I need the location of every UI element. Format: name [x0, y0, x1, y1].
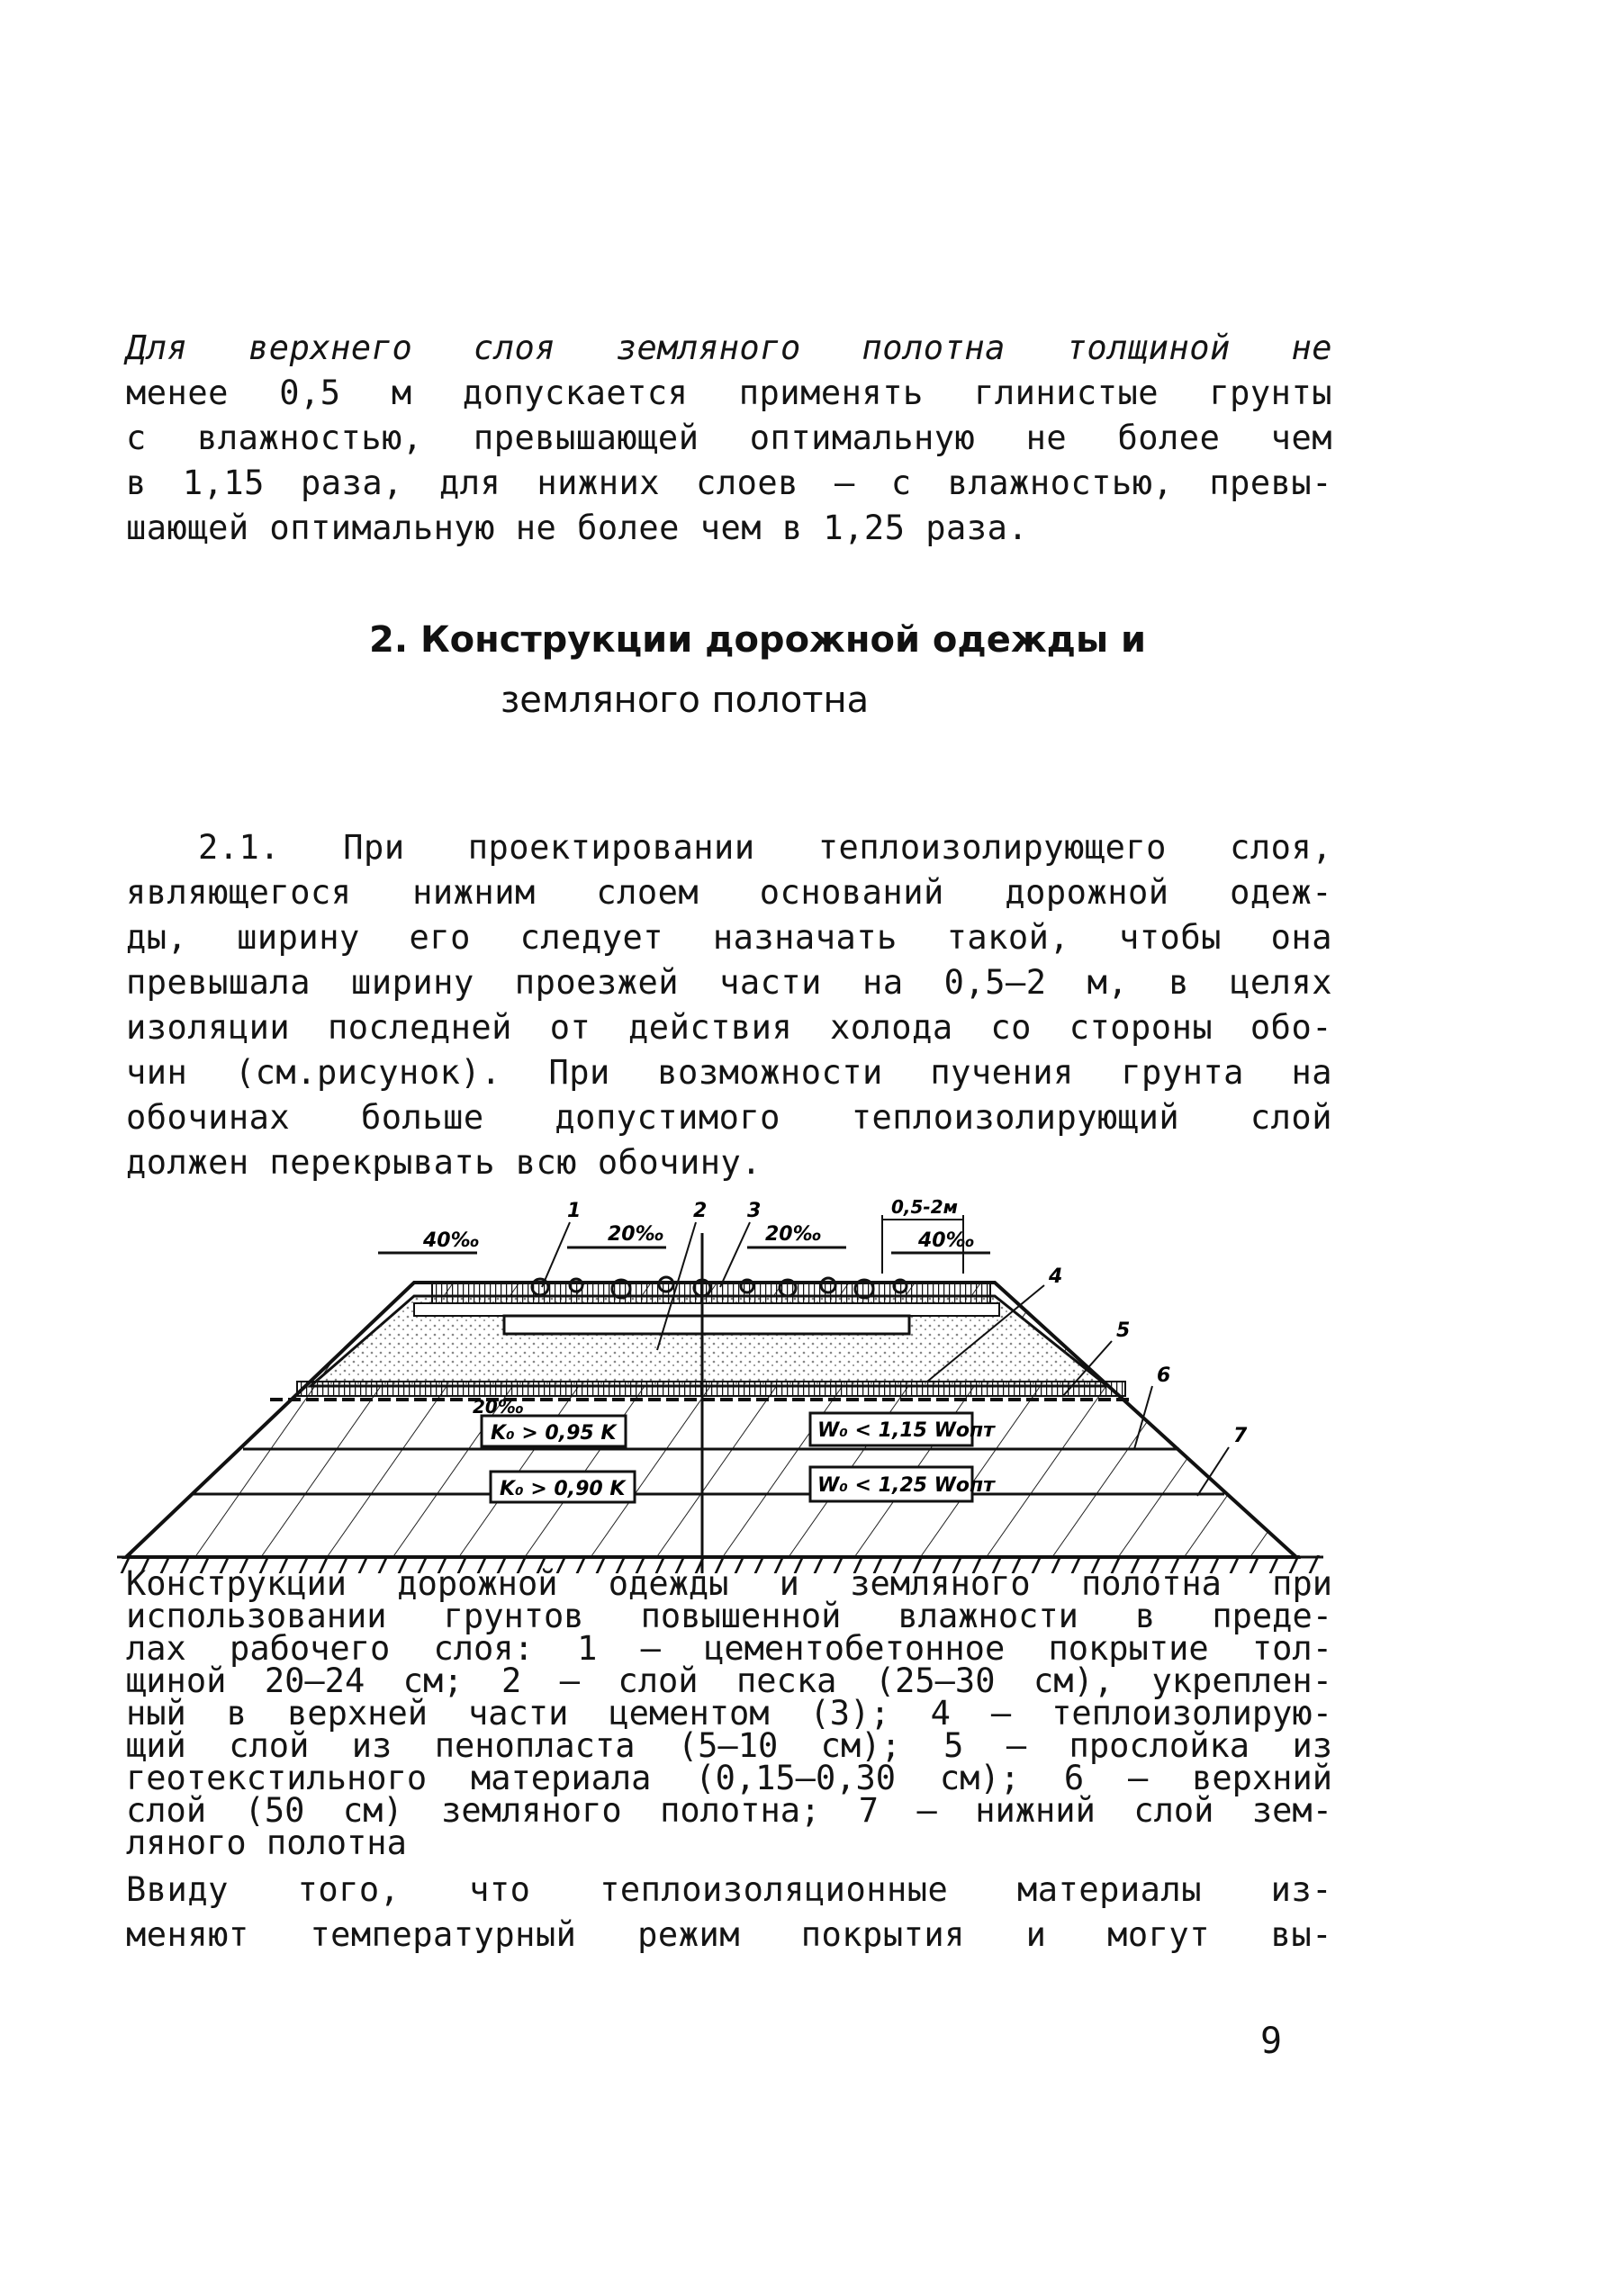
section-heading-line-1: 2. Конструкции дорожной одежды и [369, 619, 1147, 661]
caption-line-1: Конструкции дорожной одежды и земляного полотна при [126, 1564, 1332, 1603]
intro-line-2: менее 0,5 м допускается применять глинистые грунты [126, 374, 1332, 412]
closing-line-2: меняют температурный режим покрытия и могут вы- [126, 1915, 1332, 1954]
width-label: 0,5-2м [891, 1197, 958, 1218]
insulation-layer [297, 1382, 1125, 1396]
road-cross-section-figure [117, 1197, 1323, 1575]
p21-line-6: чин (см.рисунок). При возможности пучения грунта на [126, 1053, 1332, 1092]
closing-line-1: Ввиду того, что теплоизоляционные материалы из- [126, 1870, 1332, 1909]
p21-line-1: 2.1. При проектировании теплоизолирующего слоя, [198, 828, 1332, 867]
paragraph-2-1 [126, 825, 1332, 1185]
intro-paragraph [126, 326, 1332, 551]
p21-line-7: обочинах больше допустимого теплоизолирующий слой [126, 1098, 1332, 1137]
caption-line-2: использовании грунтов повышенной влажности в преде- [126, 1597, 1332, 1635]
box-w-lower: W₀ < 1,25 Wопт [817, 1474, 995, 1497]
intro-line-4: в 1,15 раза, для нижних слоев – с влажностью, превы- [126, 464, 1332, 502]
caption-line-3: лах рабочего слоя: 1 – цементобетонное покрытие тол- [126, 1629, 1332, 1668]
intro-line-3: с влажностью, превышающей оптимальную не более чем [126, 419, 1332, 457]
slope-label-left-inner: 20‰ [608, 1223, 664, 1246]
p21-line-3: ды, ширину его следует назначать такой, чтобы она [126, 918, 1332, 957]
figure-caption [126, 1564, 1332, 1862]
box-k-upper: K₀ > 0,95 K [491, 1422, 617, 1445]
caption-line-8: слой (50 см) земляного полотна; 7 – нижний слой зем- [126, 1791, 1332, 1830]
caption-line-9: ляного полотна [126, 1823, 407, 1862]
closing-paragraph [126, 1868, 1332, 1958]
callout-3: 3 [747, 1200, 762, 1222]
p21-line-8: должен перекрывать всю обочину. [126, 1143, 762, 1182]
intro-line-5: шающей оптимальную не более чем в 1,25 раза. [126, 509, 1029, 547]
caption-line-4: щиной 20–24 см; 2 – слой песка (25–30 см), укреплен- [126, 1661, 1332, 1700]
slope-label-small: 20‰ [473, 1396, 524, 1418]
section-heading-line-2: земляного полотна [501, 680, 870, 721]
callout-6: 6 [1157, 1364, 1171, 1387]
p21-line-5: изоляции последней от действия холода со стороны обо- [126, 1008, 1332, 1047]
callout-4: 4 [1049, 1265, 1063, 1288]
callout-7: 7 [1233, 1425, 1248, 1447]
box-w-upper: W₀ < 1,15 Wопт [817, 1419, 995, 1442]
intro-line-1: Для верхнего слоя земляного полотна толщиной не [126, 329, 1332, 367]
slope-label-right-outer: 40‰ [918, 1229, 975, 1252]
callout-1: 1 [567, 1200, 582, 1222]
box-k-lower: K₀ > 0,90 K [500, 1478, 626, 1500]
caption-line-6: щий слой из пенопласта (5–10 см); 5 – прослойка из [126, 1726, 1332, 1765]
slope-label-left-outer: 40‰ [423, 1229, 480, 1252]
page-number: 9 [1260, 2021, 1283, 2062]
callout-5: 5 [1116, 1319, 1131, 1342]
p21-line-2: являющегося нижним слоем оснований дорожной одеж- [126, 873, 1332, 912]
slope-label-right-inner: 20‰ [765, 1223, 822, 1246]
p21-line-4: превышала ширину проезжей части на 0,5–2 м, в целях [126, 963, 1332, 1002]
caption-line-7: геотекстильного материала (0,15–0,30 см); 6 – верхний [126, 1759, 1332, 1797]
callout-2: 2 [693, 1200, 708, 1222]
caption-line-5: ный в верхней части цементом (3); 4 – теплоизолирую- [126, 1694, 1332, 1733]
